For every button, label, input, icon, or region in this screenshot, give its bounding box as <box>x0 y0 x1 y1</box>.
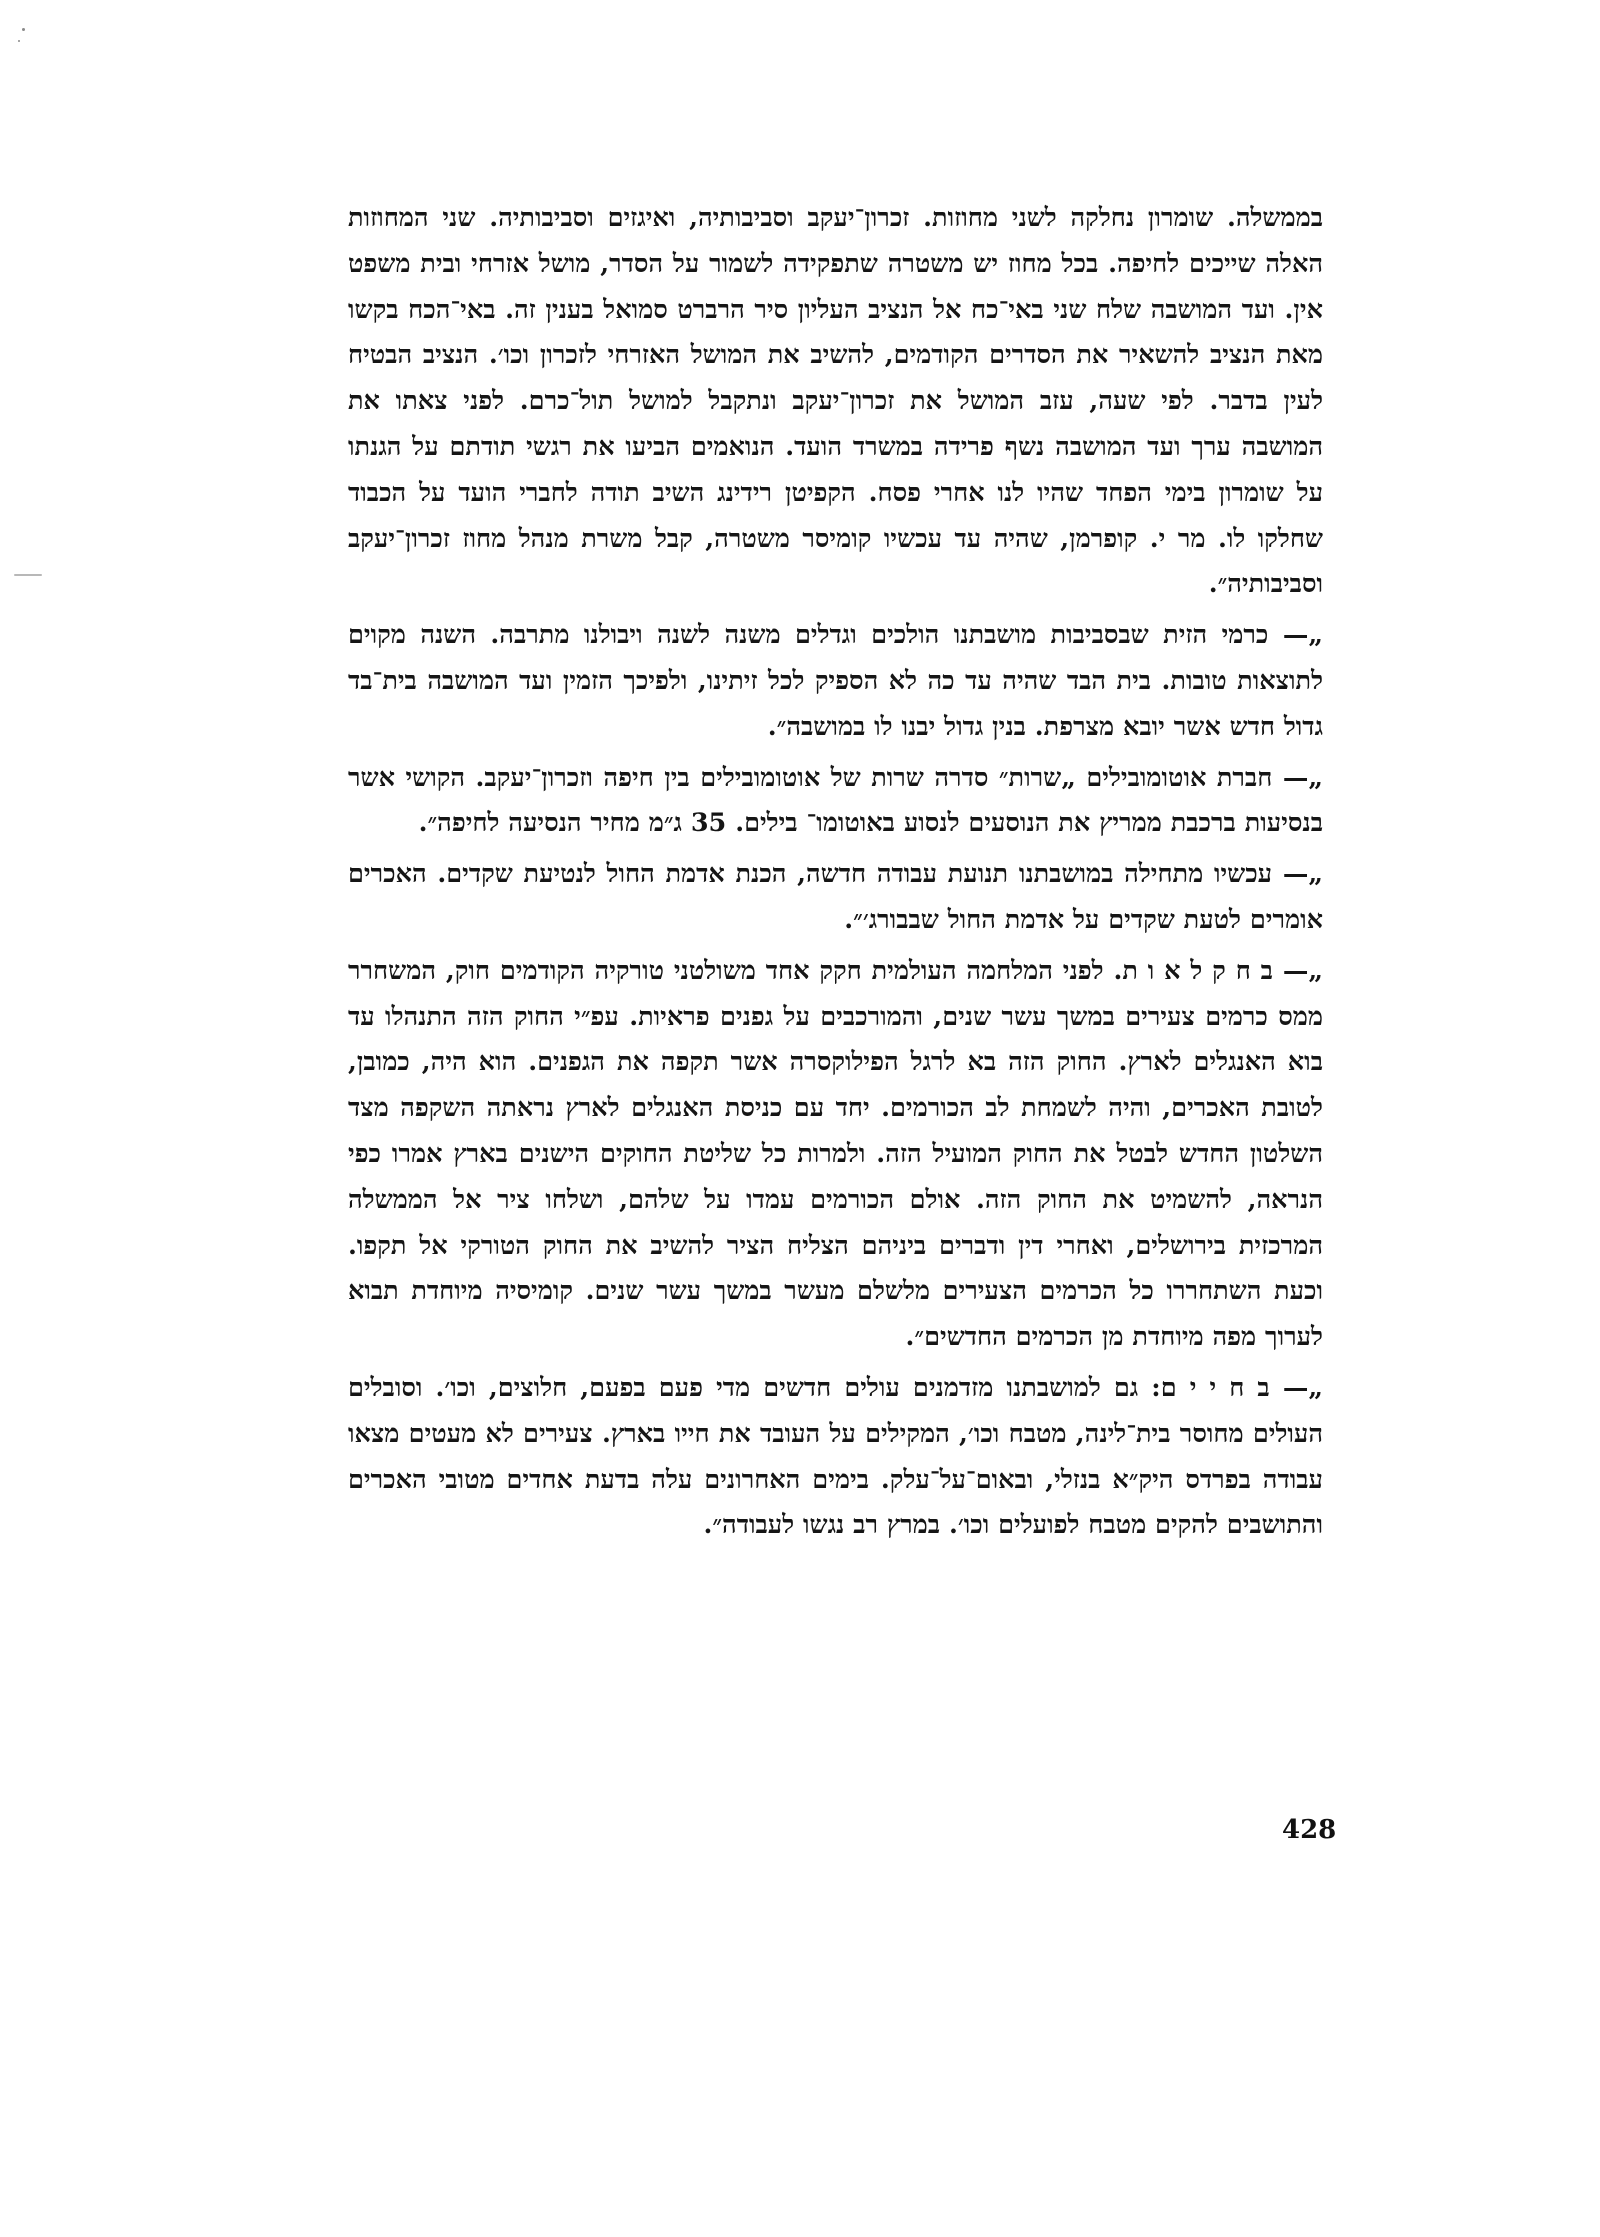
paragraph-almond-planting: „— עכשיו מתחילה במושבתנו תנועת עבודה חדשה, הכנת אדמת החול לנטיעת שקדים. האכרים אומרים לטעת שקדים על אדמת החול שבבורג׳״. <box>348 859 1323 935</box>
paragraph-government-districts: בממשלה. שומרון נחלקה לשני מחוזות. זכרון־יעקב וסביבותיה, ואיגזים וסביבותיה. שני המחוזות האלה שייכים לחיפה. בכל מחוז יש משטרה שתפקידה לשמור על הסדר, מושל אזרחי ובית משפט אין. ועד המושבה שלח שני באי־כח אל הנציב העליון סיר הרברט סמואל בענין זה. באי־הכח בקשו מאת הנציב להשאיר את הסדרים הקודמים, להשיב את המושל האזרחי לזכרון וכו׳. הנציב הבטיח לעין בדבר. לפי שעה, עזב המושל את זכרון־יעקב ונתקבל למושל תול־כרם. לפני צאתו את המושבה ערך ועד המושבה נשף פרידה במשרד הועד. הנואמים הביעו את רגשי תודתם על הגנתו על שומרון בימי הפחד שהיו לנו אחרי פסח. הקפיטן רידינג השיב תודה לחברי הועד על הכבוד שחלקו לו. מר י. קופרמן, שהיה עד עכשיו קומיסר משטרה, קבל משרת מנהל מחוז זכרון־יעקב וסביבותיה״. <box>348 203 1323 600</box>
page-number: 428 <box>1282 1815 1337 1845</box>
paragraph-olive-groves: „— כרמי הזית שבסביבות מושבתנו הולכים וגדלים משנה לשנה ויבולנו מתרבה. השנה מקוים לתוצאות טובות. בית הבד שהיה עד כה לא הספיק לכל זיתינו, ולפיכך הזמין ועד המושבה בית־בד גדול חדש אשר יובא מצרפת. בנין גדול יבנו לו במושבה״. <box>348 620 1323 742</box>
scan-speck <box>14 574 42 576</box>
body-text <box>348 196 1323 1549</box>
scan-speck <box>18 40 20 42</box>
scan-speck <box>22 28 25 31</box>
paragraph-life: „— ב ח י י ם: גם למושבתנו מזדמנים עולים חדשים מדי פעם בפעם, חלוצים, וכו׳. וסובלים העולים מחוסר בית־לינה, מטבח וכו׳, המקילים על העובד את חייו בארץ. צעירים לא מעטים מצאו עבודה בפרדס היק״א בנזלי, ובאום־על־עלק. בימים האחרונים עלה בדעת אחדים מטובי האכרים והתושבים להקים מטבח לפועלים וכו׳. במרץ רב נגשו לעבודה״. <box>348 1372 1323 1541</box>
paragraph-automobile-service: „— חברת אוטומובילים „שרות״ סדרה שרות של אוטומובילים בין חיפה וזכרון־יעקב. הקושי אשר בנסיעות ברכבת ממריץ את הנוסעים לנסוע באוטומו־ בילים. 35 ג״מ מחיר הנסיעה לחיפה״. <box>348 762 1323 839</box>
paragraph-agriculture: „— ב ח ק ל א ו ת. לפני המלחמה העולמית חקק אחד משולטני טורקיה הקודמים חוק, המשחרר ממס כרמים צעירים במשך עשר שנים, והמורכבים על גפנים פראיות. עפ״י החוק הזה התנהלו עד בוא האנגלים לארץ. החוק הזה בא לרגל הפילוקסרה אשר תקפה את הגפנים. הוא היה, כמובן, לטובת האכרים, והיה לשמחת לב הכורמים. יחד עם כניסת האנגלים לארץ נראתה השקפה מצד השלטון החדש לבטל את החוק המועיל הזה. ולמרות כל שליטת החוקים הישנים בארץ אמרו כפי הנראה, להשמיט את החוק הזה. אולם הכורמים עמדו על שלהם, ושלחו ציר אל הממשלה המרכזית בירושלים, ואחרי דין ודברים ביניהם הצליח הציר להשיב את החוק הטורקי אל תקפו. וכעת השתחררו כל הכרמים הצעירים מלשלם מעשר במשך עשר שנים. קומיסיה מיוחדת תבוא לערוך מפה מיוחדת מן הכרמים החדשים״. <box>348 955 1323 1353</box>
